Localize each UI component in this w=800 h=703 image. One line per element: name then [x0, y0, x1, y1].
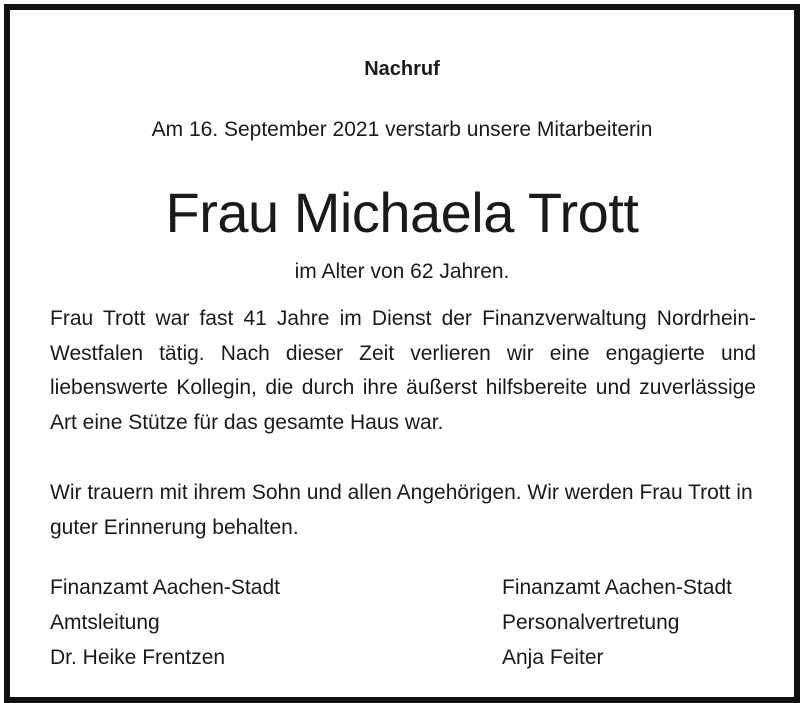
deceased-name: Frau Michaela Trott: [165, 181, 639, 244]
signature-office: Finanzamt Aachen-Stadt: [502, 576, 732, 599]
signature-role: Personalvertretung: [502, 611, 680, 634]
signature-office: Finanzamt Aachen-Stadt: [50, 576, 280, 599]
signature-person: Anja Feiter: [502, 646, 604, 669]
signature-block-left: [50, 570, 280, 675]
notice-heading: Nachruf: [364, 58, 440, 80]
tribute-paragraph: Frau Trott war fast 41 Jahre im Dienst der Finanzverwaltung Nordrhein-Westfalen tätig. Nach dieser Zeit verlieren wir eine engagierte und liebenswerte Kollegin, die durch ihre äußerst hilfsbereite und zuverlässige Art eine Stütze für das gesamte Haus war.: [50, 307, 756, 434]
signature-person: Dr. Heike Frentzen: [50, 646, 226, 669]
obituary-frame: [4, 4, 800, 703]
signature-block-right: [502, 570, 732, 675]
intro-text: Am 16. September 2021 verstarb unsere Mitarbeiterin: [151, 118, 653, 141]
age-text: im Alter von 62 Jahren.: [294, 260, 510, 283]
condolence-paragraph: Wir trauern mit ihrem Sohn und allen Angehörigen. Wir werden Frau Trott in guter Erinnerung behalten.: [50, 481, 753, 539]
signature-role: Amtsleitung: [50, 611, 160, 634]
